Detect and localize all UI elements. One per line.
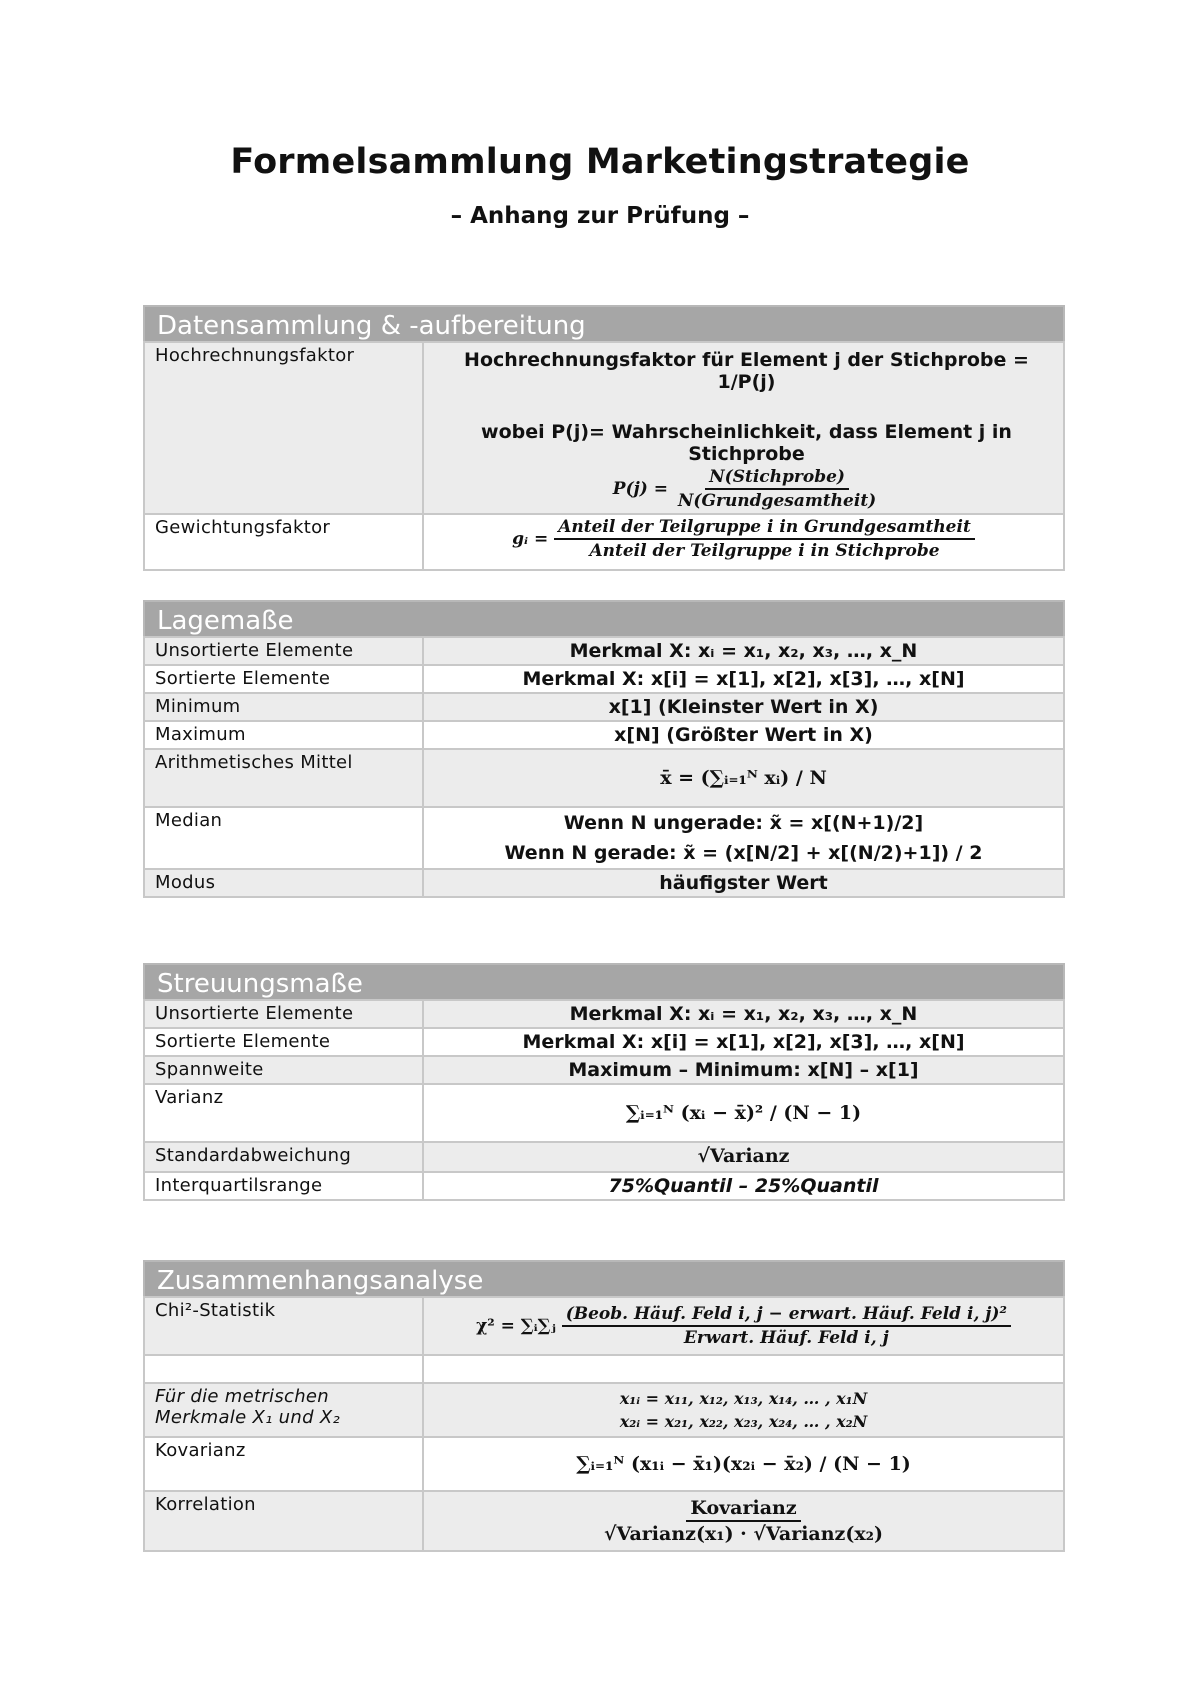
table-row [144, 807, 1064, 869]
row-formula: häufigster Wert [423, 869, 1064, 897]
row-label: Standardabweichung [144, 1142, 423, 1172]
row-formula: √Varianz [423, 1142, 1064, 1172]
row-formula [423, 1383, 1064, 1437]
row-label: Maximum [144, 721, 423, 749]
table-row [144, 342, 1064, 514]
section-heading: Lagemaße [143, 600, 1065, 636]
fraction-numerator: Anteil der Teilgruppe i in Grundgesamtheit [554, 517, 975, 540]
section-heading: Zusammenhangsanalyse [143, 1260, 1065, 1296]
row-formula: x̄ = (∑ᵢ₌₁ᴺ xᵢ) / N [423, 749, 1064, 807]
row-label: Chi²-Statistik [144, 1297, 423, 1355]
section-zusammenhangsanalyse [143, 1260, 1065, 1552]
formula-line: Wenn N ungerade: x̃ = x[(N+1)/2] [563, 812, 924, 834]
row-label: Hochrechnungsfaktor [144, 342, 423, 514]
table-row [144, 693, 1064, 721]
section-heading: Datensammlung & -aufbereitung [143, 305, 1065, 341]
row-formula: Maximum – Minimum: x[N] – x[1] [423, 1056, 1064, 1084]
fraction [554, 517, 975, 561]
row-label-line: Merkmale X₁ und X₂ [155, 1407, 340, 1428]
table-row [144, 1172, 1064, 1200]
fraction-lhs: gᵢ = [512, 529, 549, 549]
row-formula: 75%Quantil – 25%Quantil [423, 1172, 1064, 1200]
table-row [144, 1084, 1064, 1142]
table-row [144, 1383, 1064, 1437]
section-streuungsmasse [143, 963, 1065, 1201]
row-formula: Merkmal X: x[i] = x[1], x[2], x[3], …, x[N] [423, 1028, 1064, 1056]
page-title: Formelsammlung Marketingstrategie [230, 142, 970, 182]
table-row [144, 1028, 1064, 1056]
row-formula: Merkmal X: xᵢ = x₁, x₂, x₃, …, x_N [423, 637, 1064, 665]
row-formula-empty [423, 1355, 1064, 1383]
formula-table [143, 1296, 1065, 1552]
formula-line: Hochrechnungsfaktor für Element j der Stichprobe = 1/P(j) [464, 349, 1029, 393]
row-label-empty [144, 1355, 423, 1383]
fraction-numerator: (Beob. Häuf. Feld i, j − erwart. Häuf. Feld i, j)² [562, 1304, 1011, 1327]
row-formula [423, 514, 1064, 570]
row-label: Kovarianz [144, 1437, 423, 1491]
table-row [144, 1000, 1064, 1028]
table-row [144, 1056, 1064, 1084]
row-label: Minimum [144, 693, 423, 721]
table-row [144, 514, 1064, 570]
fraction [600, 1497, 887, 1545]
fraction-lhs: P(j) = [612, 479, 668, 499]
row-formula [423, 807, 1064, 869]
fraction-denominator: Anteil der Teilgruppe i in Stichprobe [589, 541, 940, 561]
row-label: Unsortierte Elemente [144, 1000, 423, 1028]
row-formula: Merkmal X: x[i] = x[1], x[2], x[3], …, x[N] [423, 665, 1064, 693]
formula-fraction-block [436, 467, 1057, 511]
section-lagemasse [143, 600, 1065, 898]
fraction-numerator: Kovarianz [686, 1497, 800, 1522]
row-formula: Merkmal X: xᵢ = x₁, x₂, x₃, …, x_N [423, 1000, 1064, 1028]
chi-lhs: χ² = ∑ᵢ∑ⱼ [476, 1316, 556, 1336]
table-row [144, 1437, 1064, 1491]
formula-line: x₁ᵢ = x₁₁, x₁₂, x₁₃, x₁₄, … , x₁N [619, 1389, 868, 1408]
row-label: Modus [144, 869, 423, 897]
fraction [562, 1304, 1011, 1348]
row-label-line: Für die metrischen [155, 1386, 330, 1407]
section-heading: Streuungsmaße [143, 963, 1065, 999]
table-row [144, 749, 1064, 807]
table-row [144, 1491, 1064, 1551]
fraction [674, 467, 880, 511]
fraction-denominator: N(Grundgesamtheit) [677, 491, 877, 511]
fraction-denominator: Erwart. Häuf. Feld i, j [683, 1328, 889, 1348]
row-formula: x[1] (Kleinster Wert in X) [423, 693, 1064, 721]
row-formula [423, 1297, 1064, 1355]
row-formula [423, 1491, 1064, 1551]
formula-line: x₂ᵢ = x₂₁, x₂₂, x₂₃, x₂₄, … , x₂N [619, 1412, 868, 1431]
row-formula: ∑ᵢ₌₁ᴺ (x₁ᵢ − x̄₁)(x₂ᵢ − x̄₂) / (N − 1) [423, 1437, 1064, 1491]
table-row-empty [144, 1355, 1064, 1383]
row-label: Varianz [144, 1084, 423, 1142]
table-row [144, 1297, 1064, 1355]
row-label: Korrelation [144, 1491, 423, 1551]
formula-line: Wenn N gerade: x̃ = (x[N/2] + x[(N/2)+1]) / 2 [504, 842, 983, 864]
row-label: Median [144, 807, 423, 869]
table-row [144, 1142, 1064, 1172]
row-label: Unsortierte Elemente [144, 637, 423, 665]
table-row [144, 665, 1064, 693]
row-formula: ∑ᵢ₌₁ᴺ (xᵢ − x̄)² / (N − 1) [423, 1084, 1064, 1142]
row-label: Sortierte Elemente [144, 1028, 423, 1056]
table-row [144, 637, 1064, 665]
row-label: Interquartilsrange [144, 1172, 423, 1200]
formula-table [143, 341, 1065, 571]
page-subtitle: – Anhang zur Prüfung – [450, 203, 750, 229]
row-label: Gewichtungsfaktor [144, 514, 423, 570]
row-label: Sortierte Elemente [144, 665, 423, 693]
fraction-numerator: N(Stichprobe) [705, 467, 849, 490]
formula-line: wobei P(j)= Wahrscheinlichkeit, dass Element j in Stichprobe [481, 421, 1012, 465]
row-label [144, 1383, 423, 1437]
row-formula: x[N] (Größter Wert in X) [423, 721, 1064, 749]
row-label: Arithmetisches Mittel [144, 749, 423, 807]
formula-table [143, 999, 1065, 1201]
table-row [144, 721, 1064, 749]
fraction-denominator: √Varianz(x₁) · √Varianz(x₂) [604, 1523, 883, 1545]
row-label: Spannweite [144, 1056, 423, 1084]
section-datensammlung [143, 305, 1065, 571]
formula-table [143, 636, 1065, 898]
table-row [144, 869, 1064, 897]
row-formula [423, 342, 1064, 514]
